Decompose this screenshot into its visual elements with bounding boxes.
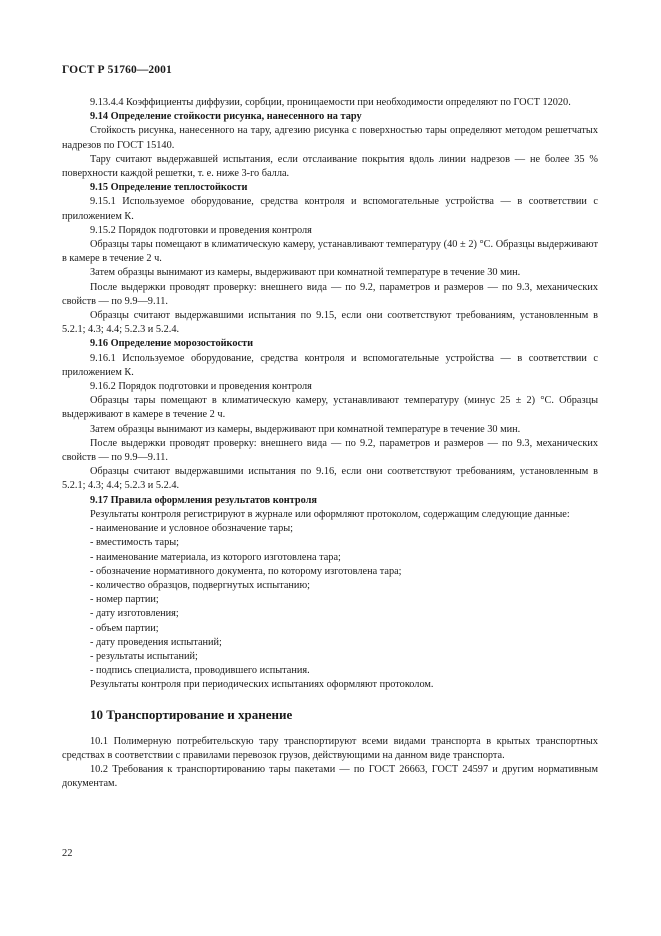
list-item: - результаты испытаний; bbox=[90, 650, 198, 662]
paragraph: После выдержки проводят проверку: внешнего вида — по 9.2, параметров и размеров — по 9.3, механических свойств — по 9.9—9.11. bbox=[62, 437, 598, 464]
subsection-heading: 9.14 Определение стойкости рисунка, нанесенного на тару bbox=[90, 111, 362, 123]
subsection-heading: 9.16 Определение морозостойкости bbox=[90, 338, 254, 350]
paragraph: Образцы тары помещают в климатическую камеру, устанавливают температуру (минус 25 ± 2) °С. Образцы выдерживают в камере в течение 2 ч. bbox=[62, 395, 598, 421]
paragraph: 9.13.4.4 Коэффициенты диффузии, сорбции, проницаемости при необходимости определяют по ГОСТ 12020. bbox=[90, 97, 571, 108]
page-body bbox=[62, 96, 598, 791]
paragraph: 10.1 Полимерную потребительскую тару транспортируют всеми видами транспорта в крытых транспортных средствах в соответствии с правилами перевозок грузов, действующими на данном виде транспорта. bbox=[62, 735, 598, 761]
list-item: - наименование и условное обозначение тары; bbox=[90, 523, 293, 535]
subsection-heading: 9.15 Определение теплостойкости bbox=[90, 182, 248, 194]
paragraph: Стойкость рисунка, нанесенного на тару, адгезию рисунка с поверхностью тары определяют методом решетчатых надрезов по ГОСТ 15140. bbox=[62, 125, 598, 151]
section-title: 10 Транспортирование и хранение bbox=[90, 706, 293, 722]
paragraph: 9.16.1 Используемое оборудование, средства контроля и вспомогательные устройства — в соответствии с приложением К. bbox=[62, 352, 598, 378]
list-item: - дату проведения испытаний; bbox=[90, 636, 222, 648]
paragraph: Затем образцы вынимают из камеры, выдерживают при комнатной температуре в течение 30 мин. bbox=[90, 267, 521, 279]
paragraph: Образцы считают выдержавшими испытания по 9.15, если они соответствуют требованиям, установленным в 5.2.1; 4.3; 4.4; 5.2.3 и 5.2.4. bbox=[62, 310, 598, 336]
list-item: - дату изготовления; bbox=[90, 608, 179, 620]
list-item: - подпись специалиста, проводившего испытания. bbox=[90, 665, 310, 677]
page-number: 22 bbox=[62, 848, 73, 859]
paragraph: Затем образцы вынимают из камеры, выдерживают при комнатной температуре в течение 30 мин. bbox=[90, 423, 521, 435]
paragraph: 10.2 Требования к транспортированию тары пакетами — по ГОСТ 26663, ГОСТ 24597 и другим нормативным документам. bbox=[62, 763, 598, 790]
results-list bbox=[62, 522, 598, 678]
list-item: - объем партии; bbox=[90, 622, 159, 634]
list-item: - вместимость тары; bbox=[90, 537, 179, 549]
paragraph: Образцы считают выдержавшими испытания по 9.16, если они соответствуют требованиям, установленным в 5.2.1; 4.3; 4.4; 5.2.3 и 5.2.4. bbox=[62, 466, 598, 492]
paragraph: 9.15.2 Порядок подготовки и проведения контроля bbox=[90, 224, 312, 236]
list-item: - наименование материала, из которого изготовлена тара; bbox=[90, 551, 341, 563]
subsection-heading: 9.17 Правила оформления результатов контроля bbox=[90, 494, 317, 506]
standard-header: ГОСТ Р 51760—2001 bbox=[62, 64, 172, 76]
paragraph: Образцы тары помещают в климатическую камеру, устанавливают температуру (40 ± 2) °С. Образцы выдерживают в камере в течение 2 ч. bbox=[62, 239, 598, 265]
paragraph: Тару считают выдержавшей испытания, если отслаивание покрытия вдоль линии надрезов — не более 35 % поверхности каждой решетки, т. е. ниже 3-го балла. bbox=[62, 153, 598, 180]
paragraph: Результаты контроля при периодических испытаниях оформляют протоколом. bbox=[90, 679, 434, 691]
paragraph: 9.15.1 Используемое оборудование, средства контроля и вспомогательные устройства — в соответствии с приложением К. bbox=[62, 196, 598, 222]
list-item: - номер партии; bbox=[90, 594, 159, 606]
list-item: - количество образцов, подвергнутых испытанию; bbox=[90, 579, 311, 591]
paragraph: После выдержки проводят проверку: внешнего вида — по 9.2, параметров и размеров — по 9.3, механических свойств — по 9.9—9.11. bbox=[62, 281, 598, 307]
list-item: - обозначение нормативного документа, по которому изготовлена тара; bbox=[90, 565, 402, 577]
paragraph: Результаты контроля регистрируют в журнале или оформляют протоколом, содержащим следующие данные: bbox=[90, 508, 570, 520]
paragraph: 9.16.2 Порядок подготовки и проведения контроля bbox=[90, 381, 312, 393]
